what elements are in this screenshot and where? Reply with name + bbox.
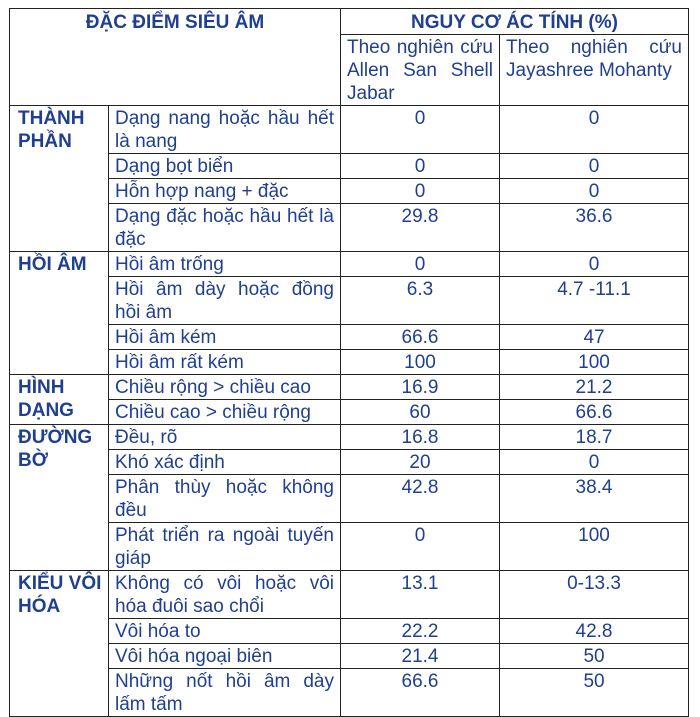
feature-cell: Dạng đặc hoặc hầu hết là đặc (109, 204, 341, 252)
study2-value-cell: 0 (500, 106, 689, 154)
study2-value-cell: 0 (500, 179, 689, 204)
study1-value-cell: 29.8 (341, 204, 500, 252)
study2-value-cell: 0 (500, 450, 689, 475)
table-row (10, 619, 689, 644)
study1-value-cell: 20 (341, 450, 500, 475)
study1-value-cell: 13.1 (341, 571, 500, 619)
study2-value-cell: 0 (500, 154, 689, 179)
study1-value-cell: 0 (341, 523, 500, 571)
table-row (10, 571, 689, 619)
table-row (10, 644, 689, 669)
study1-value-cell: 0 (341, 179, 500, 204)
feature-cell: Phân thùy hoặc không đều (109, 475, 341, 523)
study1-value-cell: 16.8 (341, 425, 500, 450)
feature-cell: Hồi âm trống (109, 252, 341, 277)
feature-cell: Vôi hóa ngoại biên (109, 644, 341, 669)
study1-value-cell: 21.4 (341, 644, 500, 669)
feature-cell: Khó xác định (109, 450, 341, 475)
feature-cell: Hỗn hợp nang + đặc (109, 179, 341, 204)
group-label: KIỂU VÔI HÓA (10, 571, 109, 717)
table-row (10, 400, 689, 425)
feature-cell: Dạng nang hoặc hầu hết là nang (109, 106, 341, 154)
study1-value-cell: 66.6 (341, 669, 500, 717)
study1-value-cell: 6.3 (341, 277, 500, 325)
study1-value-cell: 100 (341, 350, 500, 375)
feature-cell: Hồi âm dày hoặc đồng hồi âm (109, 277, 341, 325)
table-row (10, 277, 689, 325)
table-row (10, 350, 689, 375)
study1-value-cell: 0 (341, 252, 500, 277)
feature-cell: Chiều rộng > chiều cao (109, 375, 341, 400)
study2-value-cell: 21.2 (500, 375, 689, 400)
study2-value-cell: 36.6 (500, 204, 689, 252)
table-row (10, 106, 689, 154)
study1-value-cell: 60 (341, 400, 500, 425)
study2-value-cell: 0-13.3 (500, 571, 689, 619)
study2-value-cell: 50 (500, 669, 689, 717)
feature-cell: Chiều cao > chiều rộng (109, 400, 341, 425)
feature-column-header: ĐẶC ĐIỂM SIÊU ÂM (10, 9, 341, 106)
table-row (10, 523, 689, 571)
study2-value-cell: 42.8 (500, 619, 689, 644)
group-label: HÌNH DẠNG (10, 375, 109, 425)
table-row (10, 325, 689, 350)
study-mohanty-header: Theo nghiên cứu Jayashree Mohanty (500, 35, 689, 106)
study2-value-cell: 38.4 (500, 475, 689, 523)
table-row (10, 252, 689, 277)
risk-column-header: NGUY CƠ ÁC TÍNH (%) (341, 9, 689, 35)
feature-cell: Phát triển ra ngoài tuyến giáp (109, 523, 341, 571)
feature-cell: Những nốt hồi âm dày lấm tấm (109, 669, 341, 717)
feature-cell: Hồi âm rất kém (109, 350, 341, 375)
group-label: HỒI ÂM (10, 252, 109, 375)
group-label: ĐƯỜNG BỜ (10, 425, 109, 571)
study2-value-cell: 47 (500, 325, 689, 350)
study1-value-cell: 0 (341, 106, 500, 154)
table-row (10, 204, 689, 252)
study1-value-cell: 66.6 (341, 325, 500, 350)
group-label: THÀNH PHẦN (10, 106, 109, 252)
study2-value-cell: 66.6 (500, 400, 689, 425)
feature-cell: Đều, rõ (109, 425, 341, 450)
feature-cell: Hồi âm kém (109, 325, 341, 350)
study2-value-cell: 18.7 (500, 425, 689, 450)
study-allen-header: Theo nghiên cứu Allen San Shell Jabar (341, 35, 500, 106)
study1-value-cell: 42.8 (341, 475, 500, 523)
table-row (10, 154, 689, 179)
study1-value-cell: 0 (341, 154, 500, 179)
study1-value-cell: 16.9 (341, 375, 500, 400)
study2-value-cell: 0 (500, 252, 689, 277)
table-row (10, 669, 689, 717)
table-row (10, 179, 689, 204)
table-row (10, 475, 689, 523)
study1-value-cell: 22.2 (341, 619, 500, 644)
feature-cell: Vôi hóa to (109, 619, 341, 644)
header-row-top (10, 9, 689, 35)
study2-value-cell: 100 (500, 350, 689, 375)
table-row (10, 375, 689, 400)
table-row (10, 450, 689, 475)
ultrasound-risk-table (9, 8, 689, 717)
study2-value-cell: 100 (500, 523, 689, 571)
feature-cell: Dạng bọt biển (109, 154, 341, 179)
study2-value-cell: 4.7 -11.1 (500, 277, 689, 325)
feature-cell: Không có vôi hoặc vôi hóa đuôi sao chổi (109, 571, 341, 619)
table-row (10, 425, 689, 450)
study2-value-cell: 50 (500, 644, 689, 669)
